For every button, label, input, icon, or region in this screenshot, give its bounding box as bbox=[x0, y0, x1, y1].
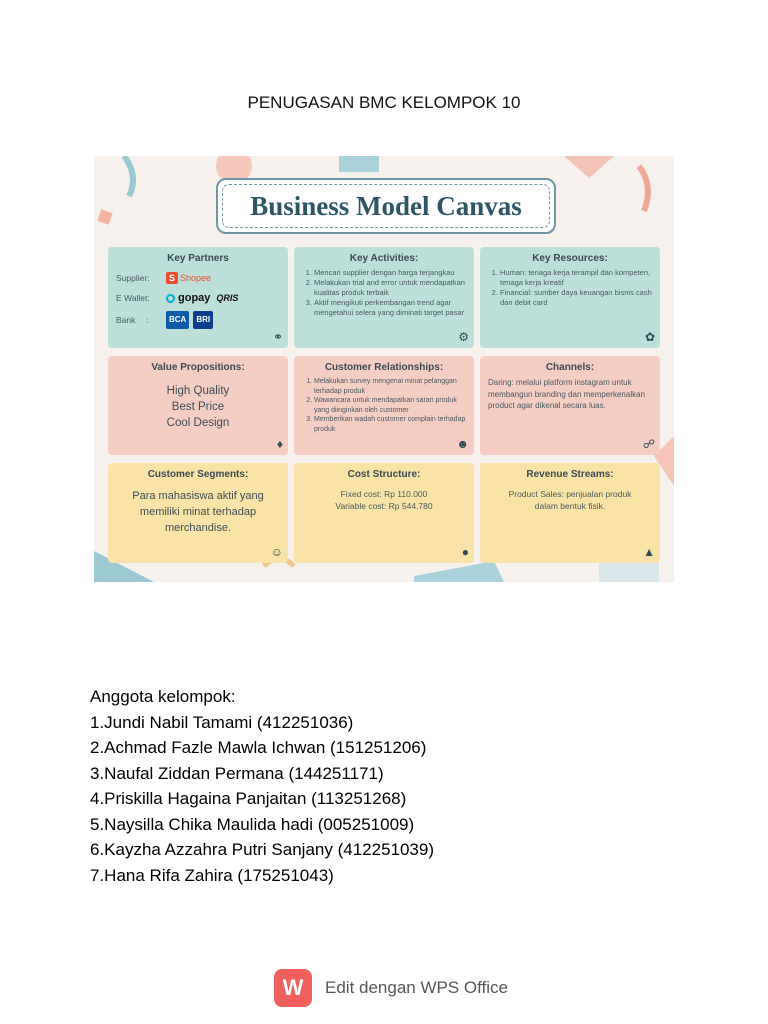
member-item: 5.Naysilla Chika Maulida hadi (005251009) bbox=[90, 814, 415, 834]
list-item: 1. Human: tenaga kerja terampil dan kompeten, tenaga kerja kreatif bbox=[500, 268, 652, 288]
business-model-canvas-image bbox=[94, 156, 674, 582]
revenue-streams-text: Product Sales: penjualan produk dalam bentuk fisik. bbox=[508, 489, 632, 511]
variable-cost: Variable cost: Rp 544.780 bbox=[335, 501, 433, 511]
channels-title: Channels: bbox=[545, 362, 595, 373]
bank-row bbox=[116, 308, 280, 332]
qris-logo: QRIS bbox=[216, 293, 239, 303]
growth-chart-icon: ▲ bbox=[643, 545, 655, 559]
member-item: 6.Kayzha Azzahra Putri Sanjany (412251039) bbox=[90, 840, 435, 859]
key-activities-card bbox=[294, 247, 474, 348]
revenue-streams-card bbox=[480, 463, 660, 563]
shopee-logo-icon: S bbox=[166, 272, 178, 284]
coins-icon: ● bbox=[461, 545, 469, 559]
customer-relationships-card bbox=[294, 356, 474, 455]
supplier-label: Supplier: bbox=[116, 273, 150, 283]
list-item: 3. Memberikan wadah customer complain terhadap produk bbox=[314, 415, 466, 434]
value-propositions-card bbox=[108, 356, 288, 455]
bca-logo: BCA bbox=[166, 311, 189, 329]
key-resources-title: Key Resources: bbox=[532, 253, 608, 264]
edit-with-wps-link[interactable] bbox=[274, 969, 508, 1007]
canvas-title-banner bbox=[216, 178, 556, 234]
gopay-logo-icon bbox=[166, 294, 175, 303]
key-resources-card bbox=[480, 247, 660, 348]
gopay-name: gopay bbox=[178, 292, 211, 304]
shopee-name: Shopee bbox=[180, 273, 212, 283]
bank-colon: : bbox=[146, 315, 149, 325]
customer-segments-card bbox=[108, 463, 288, 563]
document-title: PENUGASAN BMC KELOMPOK 10 bbox=[247, 93, 521, 112]
key-partners-title: Key Partners bbox=[167, 253, 229, 264]
list-item: 1. Melakukan survey mengenai minat pelanggan terhadap produk bbox=[314, 377, 466, 396]
canvas-title: Business Model Canvas bbox=[250, 190, 522, 221]
cost-structure-card bbox=[294, 463, 474, 563]
key-resources-list bbox=[488, 268, 652, 308]
network-icon: ☍ bbox=[642, 437, 655, 451]
key-activities-list bbox=[302, 268, 466, 318]
value-line: Cool Design bbox=[166, 417, 230, 429]
diamond-hand-icon: ♦ bbox=[276, 437, 283, 451]
value-propositions-lines bbox=[116, 383, 280, 431]
ewallet-label: E Wallet: bbox=[116, 293, 150, 303]
bri-logo: BRI bbox=[193, 311, 213, 329]
customer-relationships-list bbox=[302, 377, 466, 434]
ewallet-row bbox=[116, 288, 280, 308]
handshake-icon: ⚭ bbox=[272, 330, 283, 344]
fixed-cost: Fixed cost: Rp 110.000 bbox=[340, 489, 428, 499]
member-item: 4.Priskilla Hagaina Panjaitan (113251268) bbox=[90, 789, 407, 808]
customer-segments-title: Customer Segments: bbox=[147, 469, 249, 480]
revenue-streams-title: Revenue Streams: bbox=[526, 469, 614, 480]
user-hand-icon: ☺ bbox=[270, 545, 283, 559]
list-item: 3. Aktif mengikuti perkembangan trend agar mengetahui selera yang diminati target pasar bbox=[314, 298, 466, 318]
members-section bbox=[90, 684, 434, 888]
key-activities-title: Key Activities: bbox=[349, 253, 419, 264]
value-line: Best Price bbox=[171, 401, 225, 413]
member-item: 7.Hana Rifa Zahira (175251043) bbox=[90, 865, 334, 885]
list-item: 2. Wawancara untuk mendapatkan saran produk yang diinginkan oleh customer bbox=[314, 396, 466, 415]
gears-icon: ⚙ bbox=[458, 330, 469, 344]
bank-label: Bank bbox=[116, 315, 136, 325]
member-item: 2.Achmad Fazle Mawla Ichwan (151251206) bbox=[90, 738, 427, 757]
brain-icon: ✿ bbox=[644, 330, 655, 344]
wps-logo-icon[interactable]: W bbox=[274, 969, 312, 1007]
list-item: 2. Financial: sumber daya keuangan bisnis cash dan debit card bbox=[500, 288, 652, 308]
member-item: 3.Naufal Ziddan Permana (144251171) bbox=[90, 763, 384, 783]
list-item: 1. Mencari supplier dengan harga terjangkau bbox=[314, 268, 466, 278]
cost-structure-title: Cost Structure: bbox=[347, 469, 421, 480]
list-item: 2. Melakukan trial and error untuk mendapatkan kualitas produk terbaik bbox=[314, 278, 466, 298]
customer-relationships-title: Customer Relationships: bbox=[324, 362, 444, 373]
cost-structure-values bbox=[302, 488, 466, 512]
member-item: 1.Jundi Nabil Tamami (412251036) bbox=[90, 712, 354, 732]
group-icon: ☻ bbox=[456, 437, 469, 451]
value-line: High Quality bbox=[166, 385, 230, 397]
value-propositions-title: Value Propositions: bbox=[151, 362, 245, 373]
key-partners-card bbox=[108, 247, 288, 348]
channels-text: Daring: melalui platform instagram untuk membangun branding dan memperkenalkan product agar dikenal secara luas. bbox=[488, 378, 645, 410]
customer-segments-text: Para mahasiswa aktif yang memiliki minat terhadap merchandise. bbox=[132, 490, 264, 534]
supplier-row bbox=[116, 268, 280, 288]
channels-card bbox=[480, 356, 660, 455]
members-heading: Anggota kelompok: bbox=[90, 687, 236, 706]
edit-with-wps-label[interactable]: Edit dengan WPS Office bbox=[325, 978, 509, 997]
